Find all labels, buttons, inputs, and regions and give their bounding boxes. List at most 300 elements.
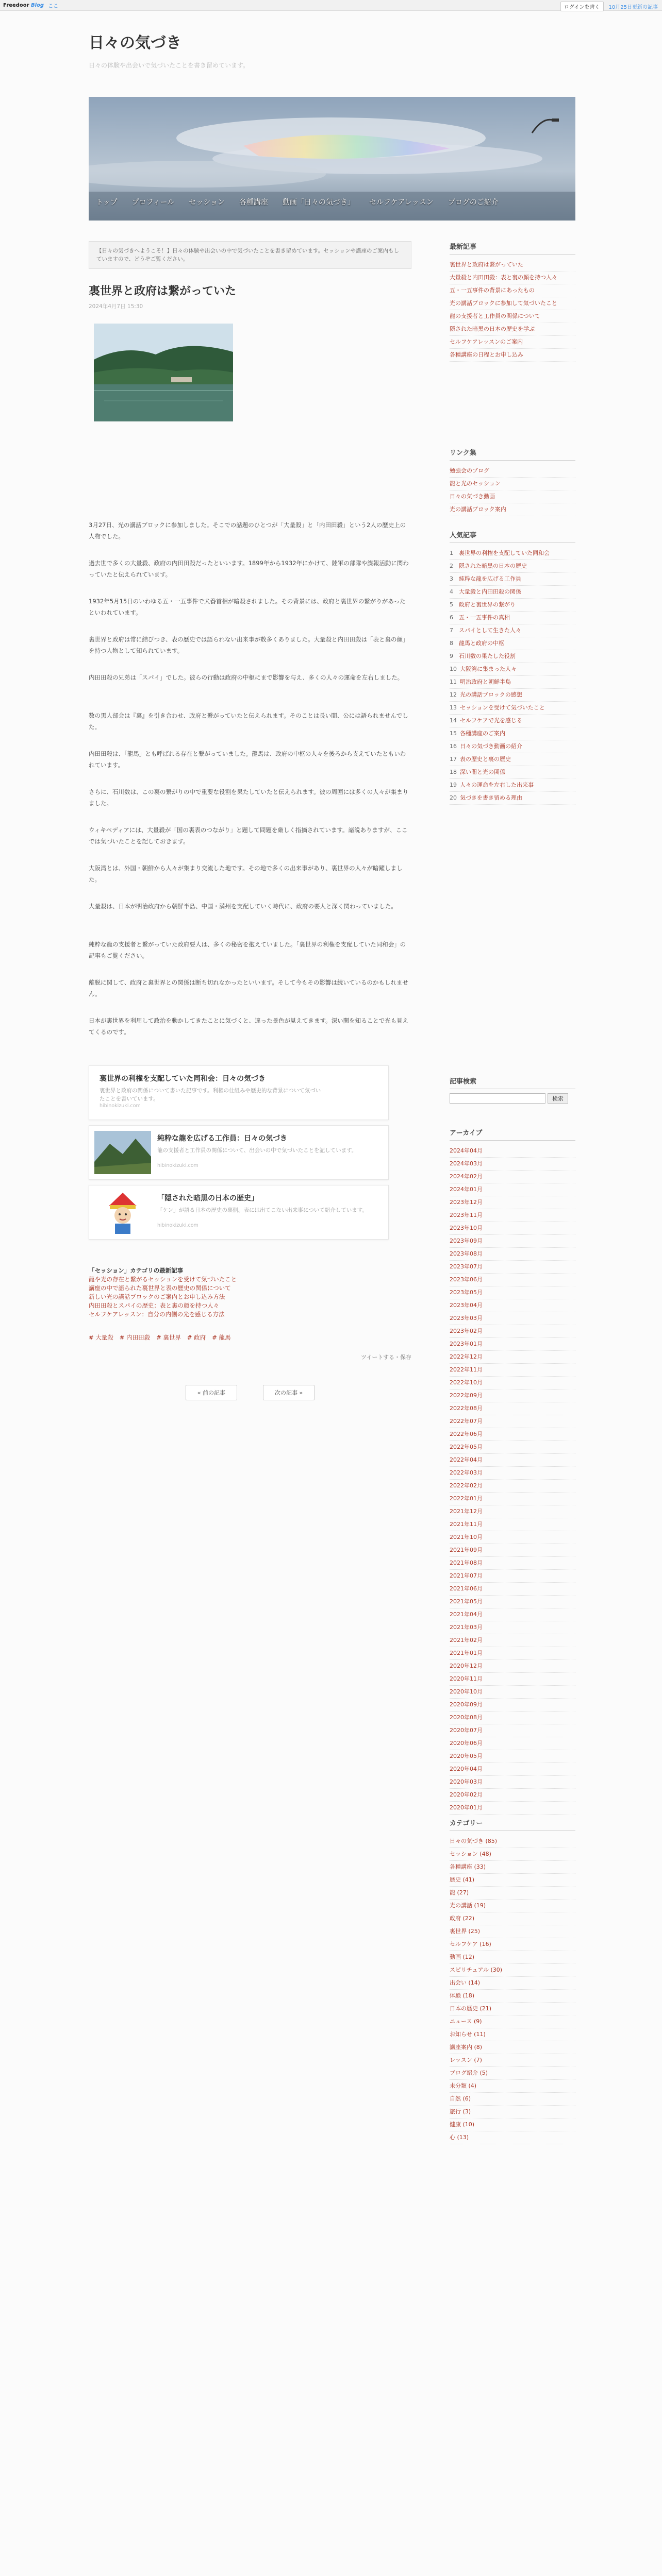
card-description: 龍の支援者と工作員の関係について、出会いの中で気づいたことを記しています。 bbox=[157, 1147, 357, 1154]
archive-item[interactable] bbox=[450, 1274, 575, 1286]
entry-paragraph: 大阪湾とは、外国・朝鮮から人々が集まり交流した地です。その地で多くの出来事があり、裏世界の人々が暗躍しました。 bbox=[89, 865, 403, 883]
archive-item[interactable] bbox=[450, 1673, 575, 1686]
archive-item[interactable] bbox=[450, 1750, 575, 1763]
card-title[interactable]: 「隠された暗黒の日本の歴史」 bbox=[157, 1194, 258, 1202]
archive-item-label[interactable]: 2021年11月 bbox=[450, 1521, 483, 1528]
archive-item-label[interactable]: 2024年03月 bbox=[450, 1160, 483, 1167]
ranking-item-label[interactable]: セルフケアで光を感じる bbox=[460, 717, 522, 724]
entry-paragraph: 1932年5月15日のいわゆる五・一五事件で犬養首相が暗殺されました。その背景には、政府と裏世界の繋がりがあったといわれています。 bbox=[89, 598, 406, 616]
search-widget bbox=[450, 1076, 575, 1104]
archive-item-label[interactable]: 2021年02月 bbox=[450, 1637, 483, 1643]
rank-number: 13 bbox=[450, 704, 457, 711]
recent-post-item-label[interactable]: 光の講話ブロックに参加して気づいたこと bbox=[450, 300, 557, 307]
entry-paragraph: 数の黒人部会は『裏』を引き合わせ、政府と繋がっていたと伝えられます。そのことは長い間、公には語られませんでした。 bbox=[89, 712, 408, 731]
category-item[interactable] bbox=[450, 1990, 575, 2003]
nav-blog-intro[interactable]: ブログのご紹介 bbox=[448, 198, 499, 207]
archive-item[interactable] bbox=[450, 1737, 575, 1750]
category-item-label[interactable]: 日々の気づき (85) bbox=[450, 1838, 498, 1844]
archive-item[interactable] bbox=[450, 1248, 575, 1261]
category-item-label[interactable]: お知らせ (11) bbox=[450, 2031, 486, 2038]
link-item-label[interactable]: 光の講話ブロック案内 bbox=[450, 506, 506, 513]
category-item-label[interactable]: 未分類 (4) bbox=[450, 2082, 477, 2089]
rank-number: 18 bbox=[450, 769, 457, 775]
search-button[interactable]: 検索 bbox=[548, 1093, 568, 1104]
recent-post-item[interactable] bbox=[450, 297, 575, 310]
archive-item-label[interactable]: 2023年07月 bbox=[450, 1263, 483, 1270]
rank-number: 11 bbox=[450, 679, 457, 685]
category-item-label[interactable]: 各種講座 (33) bbox=[450, 1863, 486, 1870]
category-heading: カテゴリー bbox=[450, 1818, 575, 1831]
archive-item-label[interactable]: 2022年03月 bbox=[450, 1469, 483, 1476]
archive-item[interactable] bbox=[450, 1171, 575, 1183]
archive-item-label[interactable]: 2023年03月 bbox=[450, 1315, 483, 1321]
category-item-label[interactable]: レッスン (7) bbox=[450, 2057, 482, 2063]
related-posts bbox=[89, 1266, 411, 1319]
category-item[interactable] bbox=[450, 1848, 575, 1861]
ranking-item[interactable] bbox=[450, 702, 575, 715]
card-url: hibinokizuki.com bbox=[157, 1163, 198, 1168]
archive-item[interactable] bbox=[450, 1544, 575, 1557]
ranking-item-label[interactable]: 裏世界の利権を支配していた同和会 bbox=[459, 550, 550, 556]
archive-item[interactable] bbox=[450, 1338, 575, 1351]
archive-item[interactable] bbox=[450, 1493, 575, 1505]
rank-number: 4 bbox=[450, 588, 453, 595]
category-item-label[interactable]: 光の講話 (19) bbox=[450, 1902, 486, 1909]
archive-item-label[interactable]: 2021年05月 bbox=[450, 1598, 483, 1605]
category-item-label[interactable]: 講座案内 (8) bbox=[450, 2044, 483, 2050]
topbar-update-link[interactable]: 10月25日更新の記事 bbox=[608, 5, 658, 10]
ranking-item-label[interactable]: セッションを受けて気づいたこと bbox=[460, 704, 545, 711]
site-description: 日々の体験や出会いで気づいたことを書き留めています。 bbox=[89, 62, 250, 69]
archive-item[interactable] bbox=[450, 1596, 575, 1608]
archive-item-label[interactable]: 2022年12月 bbox=[450, 1353, 483, 1360]
category-item[interactable] bbox=[450, 2131, 575, 2144]
ranking-item[interactable] bbox=[450, 740, 575, 753]
category-item-label[interactable]: 出会い (14) bbox=[450, 1979, 481, 1986]
archive-item-label[interactable]: 2020年04月 bbox=[450, 1766, 483, 1772]
related-link[interactable]: 内田田殺とスパイの歴史：表と裏の顔を持つ人々 bbox=[89, 1302, 219, 1309]
entry-paragraph: さらに、石川数は、この裏の繋がりの中で重要な役割を果たしていたと伝えられます。彼の周囲には多くの人々が集まりました。 bbox=[89, 788, 409, 807]
archive-item-label[interactable]: 2020年05月 bbox=[450, 1753, 483, 1759]
link-card[interactable] bbox=[89, 1185, 389, 1240]
tag-link[interactable]: # 裏世界 bbox=[156, 1334, 181, 1341]
category-item-label[interactable]: 歴史 (41) bbox=[450, 1876, 475, 1883]
archive-item-label[interactable]: 2022年04月 bbox=[450, 1456, 483, 1463]
card-url: hibinokizuki.com bbox=[157, 1223, 198, 1228]
category-item-label[interactable]: 龍 (27) bbox=[450, 1889, 469, 1896]
category-item-label[interactable]: セッション (48) bbox=[450, 1851, 491, 1857]
card-description: 「ケン」が語る日本の歴史の裏側。表には出てこない出来事について紹介しています。 bbox=[157, 1207, 368, 1213]
archive-item[interactable] bbox=[450, 1634, 575, 1647]
category-item-label[interactable]: 政府 (22) bbox=[450, 1915, 475, 1922]
entry-paragraph: 純粋な龍の支援者と繋がっていた政府要人は、多くの秘密を抱えていました。「裏世界の利権を支配していた同和会」の記事もご覧ください。 bbox=[89, 941, 406, 959]
rank-number: 5 bbox=[450, 601, 453, 608]
category-item-label[interactable]: 動画 (12) bbox=[450, 1954, 475, 1960]
category-item[interactable] bbox=[450, 2119, 575, 2131]
entry-lake-photo[interactable] bbox=[94, 324, 233, 421]
category-item[interactable] bbox=[450, 1874, 575, 1887]
archive-item[interactable] bbox=[450, 1776, 575, 1789]
rank-number: 7 bbox=[450, 627, 453, 634]
category-item[interactable] bbox=[450, 1977, 575, 1990]
archive-item-label[interactable]: 2021年07月 bbox=[450, 1572, 483, 1579]
archive-item[interactable] bbox=[450, 1351, 575, 1364]
ranking-item-label[interactable]: 大阪湾に集まった人々 bbox=[460, 666, 517, 672]
search-heading: 記事検索 bbox=[450, 1076, 575, 1089]
category-item-label[interactable]: 裏世界 (25) bbox=[450, 1928, 481, 1935]
archive-item-label[interactable]: 2023年02月 bbox=[450, 1328, 483, 1334]
archive-item-label[interactable]: 2023年10月 bbox=[450, 1225, 483, 1231]
archive-item-label[interactable]: 2021年12月 bbox=[450, 1508, 483, 1515]
ranking-item-label[interactable]: 五・一五事件の真相 bbox=[459, 614, 510, 621]
recent-post-item-label[interactable]: 各種講座の日程とお申し込み bbox=[450, 351, 523, 358]
related-link[interactable]: セルフケアレッスン：自分の内側の光を感じる方法 bbox=[89, 1311, 225, 1318]
recent-post-item-label[interactable]: 五・一五事件の背景にあったもの bbox=[450, 287, 535, 294]
related-link[interactable]: 新しい光の講話ブロックのご案内とお申し込み方法 bbox=[89, 1293, 225, 1300]
category-item-label[interactable]: ニュース (9) bbox=[450, 2018, 482, 2025]
category-item-label[interactable]: セルフケア (16) bbox=[450, 1941, 491, 1947]
rank-number: 6 bbox=[450, 614, 453, 621]
prev-post-button[interactable]: « 前の記事 bbox=[186, 1385, 237, 1400]
recent-post-item[interactable] bbox=[450, 272, 575, 284]
category-item-label[interactable]: 旅行 (3) bbox=[450, 2108, 471, 2115]
category-item[interactable] bbox=[450, 1835, 575, 1848]
archive-item[interactable] bbox=[450, 1467, 575, 1480]
archive-item[interactable] bbox=[450, 1608, 575, 1621]
category-item[interactable] bbox=[450, 2028, 575, 2041]
ranking-item-label[interactable]: 石川数の果たした役割 bbox=[459, 653, 516, 659]
site-title[interactable]: 日々の気づき bbox=[89, 34, 181, 52]
ranking-item-label[interactable]: 大量殺と内田田殺の関係 bbox=[459, 588, 521, 595]
recent-post-item[interactable] bbox=[450, 336, 575, 349]
archive-heading: アーカイブ bbox=[450, 1127, 575, 1141]
rank-number: 19 bbox=[450, 782, 457, 788]
search-input[interactable] bbox=[450, 1093, 545, 1104]
archive-item-label[interactable]: 2022年06月 bbox=[450, 1431, 483, 1437]
category-item-label[interactable]: 心 (13) bbox=[450, 2134, 469, 2141]
link-item-label[interactable]: 勉強会のブログ bbox=[450, 467, 489, 474]
rank-number: 14 bbox=[450, 717, 457, 724]
archive-item-label[interactable]: 2021年10月 bbox=[450, 1534, 483, 1540]
ranking-item[interactable] bbox=[450, 573, 575, 586]
recent-post-item-label[interactable]: 裏世界と政府は繋がっていた bbox=[450, 261, 523, 268]
archive-item-label[interactable]: 2022年10月 bbox=[450, 1379, 483, 1386]
ranking-item[interactable] bbox=[450, 637, 575, 650]
archive-item[interactable] bbox=[450, 1621, 575, 1634]
archive-item[interactable] bbox=[450, 1660, 575, 1673]
category-item[interactable] bbox=[450, 1887, 575, 1900]
archive-item[interactable] bbox=[450, 1377, 575, 1389]
rank-number: 2 bbox=[450, 563, 453, 569]
archive-item-label[interactable]: 2023年08月 bbox=[450, 1250, 483, 1257]
links-widget bbox=[450, 447, 575, 516]
archive-item[interactable] bbox=[450, 1454, 575, 1467]
ranking-item-label[interactable]: 気づきを書き留める理由 bbox=[460, 794, 522, 801]
archive-item-label[interactable]: 2020年02月 bbox=[450, 1791, 483, 1798]
write-post-button[interactable]: ログインを書く bbox=[560, 2, 604, 11]
ranking-item-label[interactable]: 表の歴史と裏の歴史 bbox=[460, 756, 511, 762]
category-item[interactable] bbox=[450, 1900, 575, 1912]
archive-item-label[interactable]: 2022年01月 bbox=[450, 1495, 483, 1502]
recent-post-item[interactable] bbox=[450, 259, 575, 272]
archive-item-label[interactable]: 2023年11月 bbox=[450, 1212, 483, 1218]
recent-post-item-label[interactable]: 大量殺と内田田殺：表と裏の顔を持つ人々 bbox=[450, 274, 557, 281]
archive-item[interactable] bbox=[450, 1209, 575, 1222]
archive-item[interactable] bbox=[450, 1145, 575, 1158]
category-item[interactable] bbox=[450, 1925, 575, 1938]
ranking-item[interactable] bbox=[450, 792, 575, 805]
archive-item-label[interactable]: 2021年03月 bbox=[450, 1624, 483, 1631]
archive-item-label[interactable]: 2022年05月 bbox=[450, 1444, 483, 1450]
ranking-item-label[interactable]: 純粋な龍を広げる工作員 bbox=[459, 575, 521, 582]
archive-item-label[interactable]: 2020年06月 bbox=[450, 1740, 483, 1747]
archive-item[interactable] bbox=[450, 1647, 575, 1660]
archive-item-label[interactable]: 2022年02月 bbox=[450, 1482, 483, 1489]
category-item[interactable] bbox=[450, 1938, 575, 1951]
nav-top[interactable]: トップ bbox=[96, 198, 118, 207]
card-title[interactable]: 裏世界の利権を支配していた同和会：日々の気づき bbox=[100, 1075, 266, 1083]
link-item-label[interactable]: 日々の気づき動画 bbox=[450, 493, 495, 500]
ranking-item[interactable] bbox=[450, 547, 575, 560]
ranking-item-label[interactable]: スパイとして生きた人々 bbox=[459, 627, 521, 634]
archive-item-label[interactable]: 2023年06月 bbox=[450, 1276, 483, 1283]
archive-item[interactable] bbox=[450, 1325, 575, 1338]
archive-item-label[interactable]: 2022年11月 bbox=[450, 1366, 483, 1373]
tag-link[interactable]: # 内田田殺 bbox=[119, 1334, 151, 1341]
entry-paragraph: ウィキペディアには、大量殺が「国の裏表のつながり」と題して問題を厳しく指摘されています。諸説ありますが、ここでは気づいたことを記しておきます。 bbox=[89, 826, 408, 845]
main-column bbox=[89, 241, 411, 1396]
recent-post-item-label[interactable]: 隠された暗黒の日本の歴史を学ぶ bbox=[450, 326, 535, 332]
ranking-item[interactable] bbox=[450, 612, 575, 624]
recent-post-item-label[interactable]: 龍の支援者と工作員の関係について bbox=[450, 313, 540, 319]
archive-item[interactable] bbox=[450, 1583, 575, 1596]
archive-item[interactable] bbox=[450, 1557, 575, 1570]
category-item[interactable] bbox=[450, 2093, 575, 2106]
related-heading: 「セッション」カテゴリの最新記事 bbox=[89, 1267, 184, 1274]
link-item[interactable] bbox=[450, 490, 575, 503]
archive-item[interactable] bbox=[450, 1389, 575, 1402]
topbar-here-link[interactable]: ここ bbox=[48, 3, 59, 9]
ranking-item[interactable] bbox=[450, 663, 575, 676]
archive-item-label[interactable]: 2021年01月 bbox=[450, 1650, 483, 1656]
archive-item-label[interactable]: 2024年02月 bbox=[450, 1173, 483, 1180]
next-post-button[interactable]: 次の記事 » bbox=[263, 1385, 315, 1400]
ranking-item[interactable] bbox=[450, 599, 575, 612]
card-description: 裏世界と政府の関係について書いた記事です。利権の仕組みや歴史的な背景について気づいたことを書いています。 bbox=[100, 1088, 321, 1102]
category-item[interactable] bbox=[450, 2067, 575, 2080]
entry-title[interactable]: 裏世界と政府は繋がっていた bbox=[89, 285, 237, 298]
category-item[interactable] bbox=[450, 1861, 575, 1874]
category-item[interactable] bbox=[450, 2003, 575, 2015]
ranking-item[interactable] bbox=[450, 586, 575, 599]
illustration-thumbnail bbox=[94, 1191, 151, 1234]
link-item-label[interactable]: 龍と光のセッション bbox=[450, 480, 501, 487]
tag-link[interactable]: # 龍馬 bbox=[212, 1334, 231, 1341]
archive-item-label[interactable]: 2020年03月 bbox=[450, 1778, 483, 1785]
ranking-item-label[interactable]: 明治政府と朝鮮半島 bbox=[460, 679, 511, 685]
recent-heading: 最新記事 bbox=[450, 241, 575, 255]
archive-item-label[interactable]: 2022年09月 bbox=[450, 1392, 483, 1399]
archive-item-label[interactable]: 2023年12月 bbox=[450, 1199, 483, 1206]
category-item[interactable] bbox=[450, 2015, 575, 2028]
ranking-item-label[interactable]: 日々の気づき動画の紹介 bbox=[460, 743, 522, 750]
archive-item-label[interactable]: 2020年08月 bbox=[450, 1714, 483, 1721]
ranking-item-label[interactable]: 光の講話ブロックの感想 bbox=[460, 691, 522, 698]
ranking-item-label[interactable]: 深い闇と光の関係 bbox=[460, 769, 505, 775]
archive-item[interactable] bbox=[450, 1415, 575, 1428]
entry-paragraph: 裏世界と政府は常に結びつき、表の歴史では語られない出来事が数多くありました。大量殺と内田田殺は「表と裏の顔」を持つ人物として知られています。 bbox=[89, 636, 409, 654]
link-card[interactable] bbox=[89, 1065, 389, 1120]
archive-item[interactable] bbox=[450, 1402, 575, 1415]
archive-item-label[interactable]: 2023年09月 bbox=[450, 1238, 483, 1244]
archive-item[interactable] bbox=[450, 1312, 575, 1325]
archive-item[interactable] bbox=[450, 1570, 575, 1583]
category-item[interactable] bbox=[450, 1964, 575, 1977]
related-link[interactable]: 講座の中で語られた裏世界と表の歴史の関係について bbox=[89, 1284, 231, 1292]
post-pager bbox=[89, 1385, 411, 1400]
category-item[interactable] bbox=[450, 2106, 575, 2119]
category-item-label[interactable]: 体験 (18) bbox=[450, 1992, 475, 1999]
ranking-item-label[interactable]: 隠された暗黒の日本の歴史 bbox=[459, 563, 527, 569]
archive-item[interactable] bbox=[450, 1222, 575, 1235]
nav-courses[interactable]: 各種講座 bbox=[239, 198, 268, 207]
archive-item-label[interactable]: 2022年07月 bbox=[450, 1418, 483, 1425]
archive-item[interactable] bbox=[450, 1428, 575, 1441]
archive-item[interactable] bbox=[450, 1286, 575, 1299]
category-item-label[interactable]: 日本の歴史 (21) bbox=[450, 2005, 492, 2012]
ranking-item-label[interactable]: 政府と裏世界の繋がり bbox=[459, 601, 516, 608]
category-item[interactable] bbox=[450, 2080, 575, 2093]
archive-item[interactable] bbox=[450, 1299, 575, 1312]
link-item[interactable] bbox=[450, 503, 575, 516]
category-item-label[interactable]: 健康 (10) bbox=[450, 2121, 475, 2128]
archive-item-label[interactable]: 2023年05月 bbox=[450, 1289, 483, 1296]
archive-item[interactable] bbox=[450, 1235, 575, 1248]
archive-item[interactable] bbox=[450, 1686, 575, 1699]
archive-item-label[interactable]: 2024年04月 bbox=[450, 1147, 483, 1154]
related-link[interactable]: 龍や光の存在と繋がるセッションを受けて気づいたこと bbox=[89, 1276, 237, 1283]
ranking-item[interactable] bbox=[450, 753, 575, 766]
archive-item-label[interactable]: 2021年06月 bbox=[450, 1585, 483, 1592]
archive-item-label[interactable]: 2021年08月 bbox=[450, 1560, 483, 1566]
archive-item-label[interactable]: 2023年01月 bbox=[450, 1341, 483, 1347]
tag-link[interactable]: # 政府 bbox=[187, 1334, 206, 1341]
archive-item[interactable] bbox=[450, 1724, 575, 1737]
ranking-widget bbox=[450, 530, 575, 805]
link-item[interactable] bbox=[450, 465, 575, 478]
archive-item-label[interactable]: 2021年04月 bbox=[450, 1611, 483, 1618]
nav-profile[interactable]: プロフィール bbox=[131, 198, 175, 207]
rank-number: 3 bbox=[450, 575, 453, 582]
archive-item[interactable] bbox=[450, 1261, 575, 1274]
category-item-label[interactable]: ブログ紹介 (5) bbox=[450, 2070, 488, 2076]
archive-item[interactable] bbox=[450, 1441, 575, 1454]
entry-paragraph: 3月27日、光の講話ブロックに参加しました。そこでの話題のひとつが「大量殺」と「内田田殺」という2人の歴史上の人物でした。 bbox=[89, 521, 406, 540]
rank-number: 9 bbox=[450, 653, 453, 659]
category-item[interactable] bbox=[450, 2041, 575, 2054]
ranking-heading: 人気記事 bbox=[450, 530, 575, 543]
archive-item[interactable] bbox=[450, 1196, 575, 1209]
mountain-thumbnail bbox=[94, 1131, 151, 1174]
archive-item-label[interactable]: 2020年10月 bbox=[450, 1688, 483, 1695]
ranking-item[interactable] bbox=[450, 715, 575, 727]
tag-link[interactable]: # 大量殺 bbox=[89, 1334, 113, 1341]
archive-item[interactable] bbox=[450, 1802, 575, 1815]
archive-item-label[interactable]: 2020年11月 bbox=[450, 1675, 483, 1682]
archive-item-label[interactable]: 2020年09月 bbox=[450, 1701, 483, 1708]
ranking-item-label[interactable]: 人々の運命を左右した出来事 bbox=[460, 782, 534, 788]
archive-widget bbox=[450, 1127, 575, 1815]
ranking-item[interactable] bbox=[450, 766, 575, 779]
recent-post-item[interactable] bbox=[450, 349, 575, 362]
archive-item[interactable] bbox=[450, 1183, 575, 1196]
category-item[interactable] bbox=[450, 1951, 575, 1964]
ranking-item[interactable] bbox=[450, 689, 575, 702]
nav-videos[interactable]: 動画「日々の気づき」 bbox=[282, 198, 355, 207]
link-item[interactable] bbox=[450, 478, 575, 490]
ranking-item[interactable] bbox=[450, 650, 575, 663]
archive-item[interactable] bbox=[450, 1789, 575, 1802]
archive-item[interactable] bbox=[450, 1480, 575, 1493]
nav-selfcare[interactable]: セルフケアレッスン bbox=[369, 198, 434, 207]
archive-item[interactable] bbox=[450, 1518, 575, 1531]
rank-number: 20 bbox=[450, 794, 457, 801]
archive-item[interactable] bbox=[450, 1699, 575, 1711]
ranking-item-label[interactable]: 各種講座のご案内 bbox=[460, 730, 505, 737]
recent-post-item-label[interactable]: セルフケアレッスンのご案内 bbox=[450, 338, 523, 345]
link-card[interactable] bbox=[89, 1125, 389, 1180]
archive-item[interactable] bbox=[450, 1763, 575, 1776]
ranking-item[interactable] bbox=[450, 779, 575, 792]
archive-item[interactable] bbox=[450, 1364, 575, 1377]
welcome-notice: 【日々の気づきへようこそ！】日々の体験や出会いの中で気づいたことを書き留めています。セッションや講座のご案内もしていますので、どうぞご覧ください。 bbox=[89, 241, 411, 269]
archive-item[interactable] bbox=[450, 1711, 575, 1724]
category-item-label[interactable]: スピリチュアル (30) bbox=[450, 1967, 503, 1973]
ranking-item[interactable] bbox=[450, 624, 575, 637]
recent-post-item[interactable] bbox=[450, 284, 575, 297]
ranking-item-label[interactable]: 龍馬と政府の中枢 bbox=[459, 640, 504, 647]
entry-paragraph: 日本が裏世界を利用して政治を動かしてきたことに気づくと、違った景色が見えてきます。深い闇を知ることで光も見えてくるのです。 bbox=[89, 1017, 409, 1036]
archive-item-label[interactable]: 2020年12月 bbox=[450, 1663, 483, 1669]
archive-item-label[interactable]: 2020年07月 bbox=[450, 1727, 483, 1734]
tag-list bbox=[89, 1333, 411, 1342]
archive-item-label[interactable]: 2022年08月 bbox=[450, 1405, 483, 1412]
ranking-item[interactable] bbox=[450, 727, 575, 740]
rank-number: 17 bbox=[450, 756, 457, 762]
blog-topbar bbox=[0, 0, 662, 11]
archive-item-label[interactable]: 2020年01月 bbox=[450, 1804, 483, 1811]
rank-number: 10 bbox=[450, 666, 457, 672]
nav-session[interactable]: セッション bbox=[189, 198, 225, 207]
archive-item[interactable] bbox=[450, 1505, 575, 1518]
entry-paragraph: 大量殺は、日本が明治政府から朝鮮半島、中国・満州を支配していく時代に、政府の要人と深く関わっていました。 bbox=[89, 903, 397, 910]
ranking-item[interactable] bbox=[450, 676, 575, 689]
ranking-item[interactable] bbox=[450, 560, 575, 573]
share-button[interactable]: ツイートする・保存 bbox=[360, 1354, 411, 1361]
recent-post-item[interactable] bbox=[450, 323, 575, 336]
card-title[interactable]: 純粋な龍を広げる工作員：日々の気づき bbox=[157, 1134, 287, 1143]
blog-service-logo[interactable]: Freedoor Blog bbox=[3, 2, 44, 8]
archive-item-label[interactable]: 2024年01月 bbox=[450, 1186, 483, 1193]
archive-item[interactable] bbox=[450, 1158, 575, 1171]
archive-item-label[interactable]: 2021年09月 bbox=[450, 1547, 483, 1553]
archive-item-label[interactable]: 2023年04月 bbox=[450, 1302, 483, 1309]
recent-post-item[interactable] bbox=[450, 310, 575, 323]
category-item-label[interactable]: 自然 (6) bbox=[450, 2095, 471, 2102]
category-item[interactable] bbox=[450, 1912, 575, 1925]
category-item[interactable] bbox=[450, 2054, 575, 2067]
archive-item[interactable] bbox=[450, 1531, 575, 1544]
